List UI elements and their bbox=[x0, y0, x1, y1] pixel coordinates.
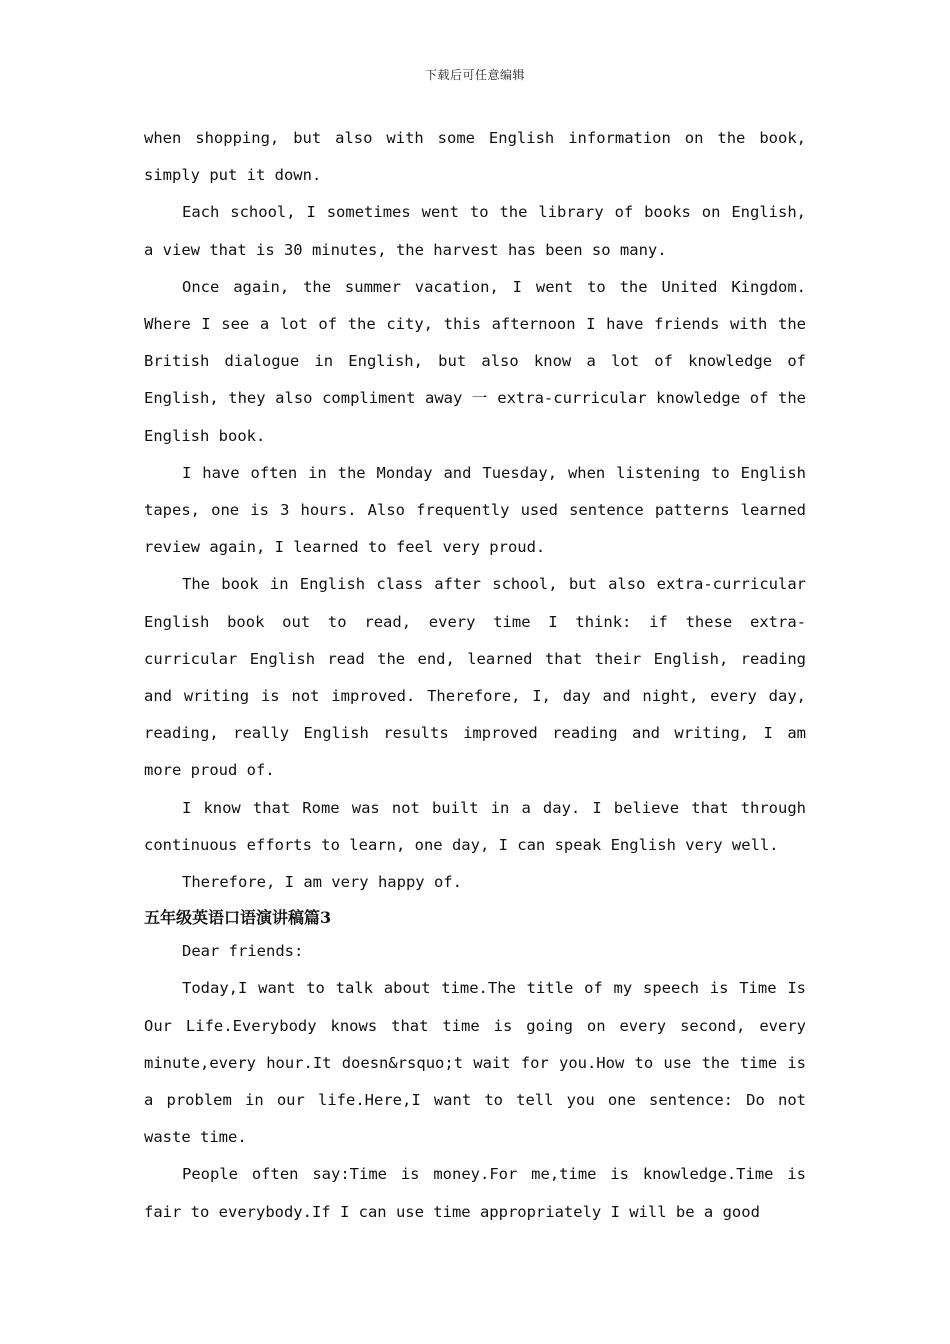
paragraph: Once again, the summer vacation, I went to the United Kingdom. Where I see a lot of the city, this afternoon I have friends with the British dialogue in English, but also know a lot of knowledge of English, they also compliment away 一 extra-curricular knowledge of the English book. bbox=[144, 277, 806, 445]
page-header: 下载后可任意编辑 bbox=[424, 68, 525, 82]
paragraph: The book in English class after school, but also extra-curricular English book out to read, every time I think: if these extra-curricular English read the end, learned that their English, reading and writing is not improved. Therefore, I, day and night, every day, reading, really English results improved reading and writing, I am more proud of. bbox=[144, 575, 806, 780]
paragraph: Each school, I sometimes went to the library of books on English, a view that is 30 minutes, the harvest has been so many. bbox=[144, 203, 806, 259]
paragraph: I have often in the Monday and Tuesday, when listening to English tapes, one is 3 hours. Also frequently used sentence patterns learned review again, I learned to feel very proud. bbox=[144, 463, 806, 557]
speech-paragraph: People often say:Time is money.For me,time is knowledge.Time is fair to everybody.If I can use time appropriately I will be a good bbox=[144, 1165, 806, 1221]
document-body bbox=[144, 120, 806, 1231]
speech-greeting: Dear friends: bbox=[182, 942, 304, 961]
speech-paragraph: Today,I want to talk about time.The title of my speech is Time Is Our Life.Everybody knows that time is going on every second, every minute,every hour.It doesn&rsquo;t wait for you.How to use the time is a problem in our life.Here,I want to tell you one sentence: Do not waste time. bbox=[144, 979, 806, 1147]
section-heading: 五年级英语口语演讲稿篇3 bbox=[144, 908, 332, 928]
paragraph: I know that Rome was not built in a day. I believe that through continuous efforts to learn, one day, I can speak English very well. bbox=[144, 798, 806, 854]
paragraph: Therefore, I am very happy of. bbox=[182, 873, 462, 892]
paragraph-continuation: when shopping, but also with some English information on the book, simply put it down. bbox=[144, 129, 806, 185]
